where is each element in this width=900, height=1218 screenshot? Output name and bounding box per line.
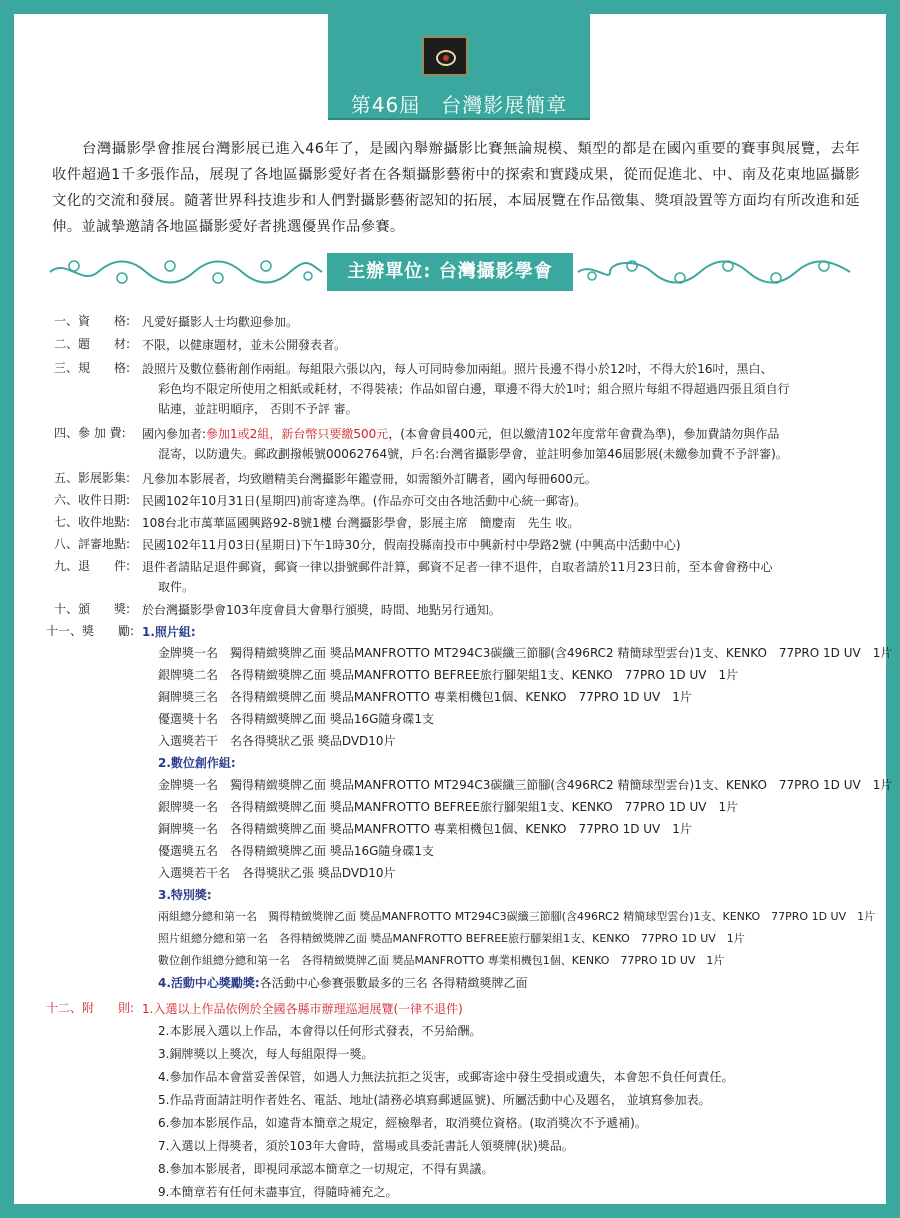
rule-text-line: 混寄，以防遺失。郵政劃撥帳號00062764號，戶名:台灣省攝影學會，並註明參加第46屆影展(未繳參加費不予評審)。 — [158, 447, 788, 461]
rule-label: 一、資 格: — [54, 314, 131, 328]
rule-text-line — [142, 424, 862, 444]
prize-item: 數位創作組總分總和第一名 各得精緻獎牌乙面 獎品MANFROTTO 專業相機包1個、KENKO 77PRO 1D UV 1片 — [158, 954, 725, 967]
rule-label: 十一、獎 勵: — [46, 624, 135, 638]
scroll-ornament-left-icon — [46, 256, 324, 288]
prize-group-heading: 1.照片組: — [142, 625, 196, 639]
brochure-page — [14, 14, 893, 1204]
rule-text-line: 設照片及數位藝術創作兩組。每組限六張以內，每人可同時參加兩組。照片長邊不得小於12吋，不得大於16吋，黑白、 — [142, 362, 773, 376]
rule-text: 於台灣攝影學會103年度會員大會舉行頒獎，時間、地點另行通知。 — [142, 603, 501, 617]
rule-label: 十、頒 獎: — [54, 602, 131, 616]
rule-label: 三、規 格: — [54, 361, 131, 375]
header-band — [328, 14, 590, 118]
fee-prefix: 國內參加者: — [142, 427, 207, 441]
prize-item: 銅牌獎三名 各得精緻獎牌乙面 獎品MANFROTTO 專業相機包1個、KENKO 77PRO 1D UV 1片 — [158, 690, 692, 704]
appendix-item: 7.入選以上得獎者，須於103年大會時，當場或具委託書託人領獎牌(狀)獎品。 — [158, 1139, 574, 1153]
appendix-item: 5.作品背面請註明作者姓名、電話、地址(請務必填寫郵遞區號)、所屬活動中心及題名， 並填寫參加表。 — [158, 1093, 711, 1107]
prize-item: 銅牌獎一名 各得精緻獎牌乙面 獎品MANFROTTO 專業相機包1個、KENKO 77PRO 1D UV 1片 — [158, 822, 692, 836]
intro-paragraph: 台灣攝影學會推展台灣影展已進入46年了，是國內舉辦攝影比賽無論規模、類型的都是在國內重要的賽事與展覽，去年收件超過1千多張作品，展現了各地區攝影愛好者在各類攝影藝術中的探索和實踐成果，從而促進北、中、南及花東地區攝影文化的交流和發展。隨著世界科技進步和人們對攝影藝術認知的拓展，本屆展覽在作品徵集、獎項設置等方面均有所改進和延伸。並誠摯邀請各地區攝影愛好者挑選優異作品參賽。 — [52, 141, 860, 235]
prize-item: 優選獎十名 各得精緻獎牌乙面 獎品16G隨身碟1支 — [158, 712, 435, 726]
prize-item: 入選獎若干 名各得獎狀乙張 獎品DVD10片 — [158, 734, 396, 748]
appendix-item: 9.本簡章若有任何未盡事宜，得隨時補充之。 — [158, 1185, 398, 1199]
prize-item: 照片組總分總和第一名 各得精緻獎牌乙面 獎品MANFROTTO BEFREE旅行腳架組1支、KENKO 77PRO 1D UV 1片 — [158, 932, 745, 945]
prize-item: 入選獎若干名 各得獎狀乙張 獎品DVD10片 — [158, 866, 396, 880]
prize-item: 優選獎五名 各得精緻獎牌乙面 獎品16G隨身碟1支 — [158, 844, 435, 858]
rule-text-line: 退件者請貼足退件郵資，郵資一律以掛號郵件計算，郵資不足者一律不退件，自取者請於11月23日前，至本會會務中心 — [142, 560, 773, 574]
rule-label: 七、收件地點: — [54, 515, 131, 529]
rule-label: 九、退 件: — [54, 559, 131, 573]
rule-label: 五、影展影集: — [54, 471, 131, 485]
prize-item: 金牌獎一名 獨得精緻獎牌乙面 獎品MANFROTTO MT294C3碳纖三節腳(含496RC2 精簡球型雲台)1支、KENKO 77PRO 1D UV 1片 — [158, 646, 893, 660]
appendix-item: 2.本影展入選以上作品，本會得以任何形式發表，不另給酬。 — [158, 1024, 482, 1038]
prize-group-heading: 4.活動中心獎勵獎: — [158, 976, 260, 990]
rule-label: 四、參 加 費: — [54, 426, 126, 440]
rule-text: 凡愛好攝影人士均歡迎參加。 — [142, 315, 299, 329]
scroll-ornament-right-icon — [576, 256, 854, 288]
rule-label: 二、題 材: — [54, 337, 131, 351]
rule-label: 十二、附 則: — [46, 1001, 135, 1015]
appendix-item: 6.參加本影展作品，如違背本簡章之規定，經檢舉者，取消獎位資格。(取消獎次不予遞補)。 — [158, 1116, 647, 1130]
rule-text: 不限，以健康題材，並未公開發表者。 — [142, 338, 347, 352]
appendix-item: 1.入選以上作品依例於全國各縣市辦理巡迴展覽(一律不退件) — [142, 1002, 463, 1016]
rule-text: 108台北市萬華區國興路92-8號1樓 台灣攝影學會，影展主席 簡慶南 先生 收。 — [142, 516, 580, 530]
rule-text: 民國102年10月31日(星期四)前寄達為準。(作品亦可交由各地活動中心統一郵寄)。 — [142, 494, 587, 508]
title-underline — [328, 118, 590, 120]
prize-item: 銀牌獎一名 各得精緻獎牌乙面 獎品MANFROTTO BEFREE旅行腳架組1支、KENKO 77PRO 1D UV 1片 — [158, 800, 739, 814]
rule-label: 八、評審地點: — [54, 537, 131, 551]
prize-group-heading: 3.特別獎: — [158, 888, 212, 902]
prize-item: 兩組總分總和第一名 獨得精緻獎牌乙面 獎品MANFROTTO MT294C3碳纖三節腳(含496RC2 精簡球型雲台)1支、KENKO 77PRO 1D UV 1片 — [158, 910, 876, 923]
organizer-banner: 主辦單位: 台灣攝影學會 — [327, 253, 573, 291]
fee-highlight: 參加1或2組，新台幣只要繳500元 — [206, 427, 389, 441]
camera-lens-icon — [436, 50, 456, 66]
prize-group-heading: 2.數位創作組: — [158, 756, 236, 770]
appendix-item: 4.參加作品本會當妥善保管，如遇人力無法抗拒之災害，或郵寄途中發生受損或遺失，本會恕不負任何責任。 — [158, 1070, 734, 1084]
rule-text: 凡參加本影展者，均致贈精美台灣攝影年鑑壹冊，如需額外訂購者，國內每冊600元。 — [142, 472, 597, 486]
fee-suffix: ，(本會會員400元，但以繳清102年度常年會費為準)，參加費請勿與作品 — [388, 427, 780, 441]
prize-item: 各活動中心參賽張數最多的三名 各得精緻獎牌乙面 — [259, 976, 528, 990]
rule-text-line: 取件。 — [158, 580, 195, 594]
rule-label: 六、收件日期: — [54, 493, 131, 507]
page-title: 第46屆 台灣影展簡章 — [350, 93, 568, 117]
rule-text-line: 彩色均不限定所使用之相紙或耗材，不得裝裱；作品如留白邊，單邊不得大於1吋；組合照片每組不得超過四張且須自行 — [158, 382, 790, 396]
appendix-item: 8.參加本影展者，即視同承認本簡章之一切規定，不得有異議。 — [158, 1162, 494, 1176]
prize-center-award — [158, 974, 528, 991]
logo — [422, 36, 468, 76]
rule-text-line: 貼連，並註明順序， 否則不予評 審。 — [158, 402, 358, 416]
appendix-item: 3.銅牌獎以上獎次，每人每組限得一獎。 — [158, 1047, 374, 1061]
prize-item: 銀牌獎二名 各得精緻獎牌乙面 獎品MANFROTTO BEFREE旅行腳架組1支、KENKO 77PRO 1D UV 1片 — [158, 668, 739, 682]
rule-text: 民國102年11月03日(星期日)下午1時30分，假南投縣南投市中興新村中學路2號 (中興高中活動中心) — [142, 538, 681, 552]
prize-item: 金牌獎一名 獨得精緻獎牌乙面 獎品MANFROTTO MT294C3碳纖三節腳(含496RC2 精簡球型雲台)1支、KENKO 77PRO 1D UV 1片 — [158, 778, 893, 792]
